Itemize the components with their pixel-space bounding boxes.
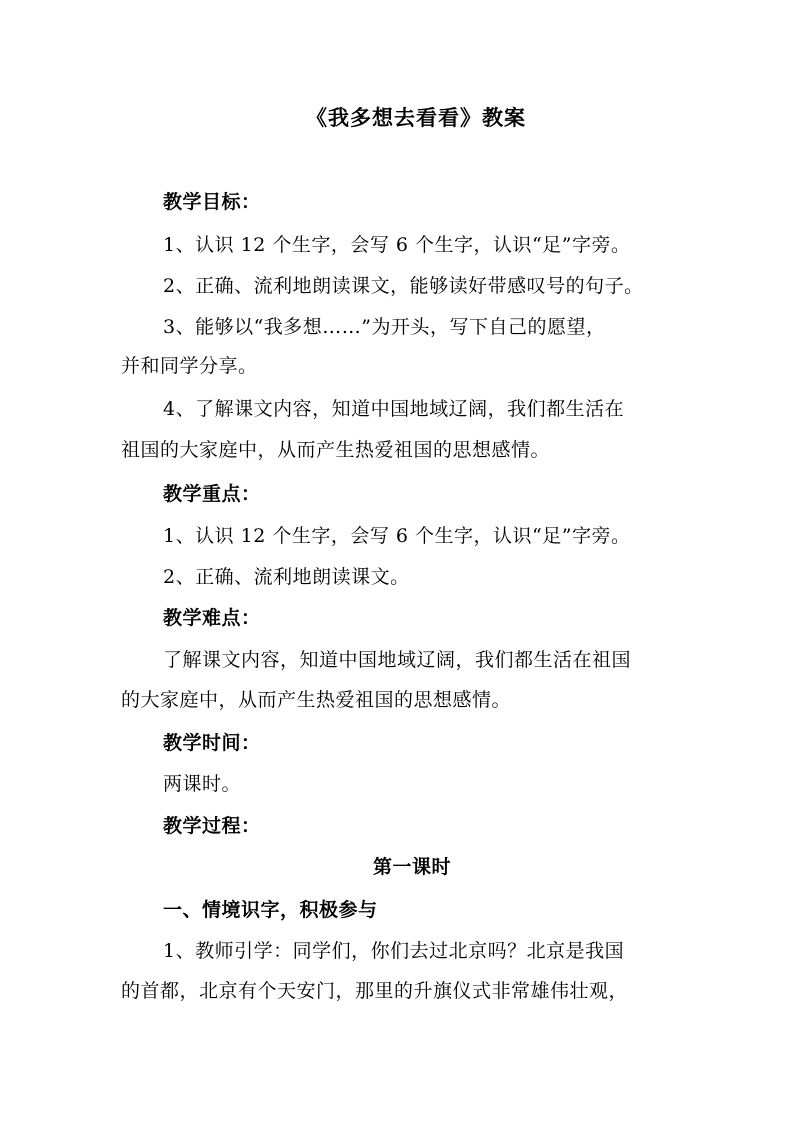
time-value: 两课时。 — [163, 773, 242, 795]
objective-line: 1、认识 12 个生字，会写 6 个生字，认识“足”字旁。 — [163, 234, 631, 256]
time-heading: 教学时间： — [163, 732, 261, 754]
objectives-heading: 教学目标： — [163, 191, 261, 213]
lesson-heading: 第一课时 — [373, 856, 452, 878]
objective-line: 3、能够以“我多想……”为开头，写下自己的愿望， — [163, 316, 606, 338]
objective-line: 2、正确、流利地朗读课文，能够读好带感叹号的句子。 — [163, 275, 644, 297]
objective-line: 并和同学分享。 — [121, 355, 258, 377]
objective-line: 祖国的大家庭中，从而产生热爱祖国的思想感情。 — [121, 439, 551, 461]
section1-line: 的首都，北京有个天安门，那里的升旗仪式非常雄伟壮观， — [121, 980, 629, 1002]
section1-heading: 一、情境识字，积极参与 — [163, 899, 378, 921]
document-title: 《我多想去看看》教案 — [306, 105, 526, 130]
difficulties-heading: 教学难点： — [163, 607, 261, 629]
process-heading: 教学过程： — [163, 815, 261, 837]
key-point-line: 1、认识 12 个生字，会写 6 个生字，认识“足”字旁。 — [163, 525, 631, 547]
objective-line: 4、了解课文内容，知道中国地域辽阔，我们都生活在 — [163, 398, 625, 420]
key-points-heading: 教学重点： — [163, 483, 261, 505]
difficulty-line: 的大家庭中，从而产生热爱祖国的思想感情。 — [121, 689, 512, 711]
difficulty-line: 了解课文内容，知道中国地域辽阔，我们都生活在祖国 — [163, 649, 632, 671]
key-point-line: 2、正确、流利地朗读课文。 — [163, 566, 410, 588]
section1-line: 1、教师引学：同学们，你们去过北京吗？北京是我国 — [163, 940, 625, 962]
